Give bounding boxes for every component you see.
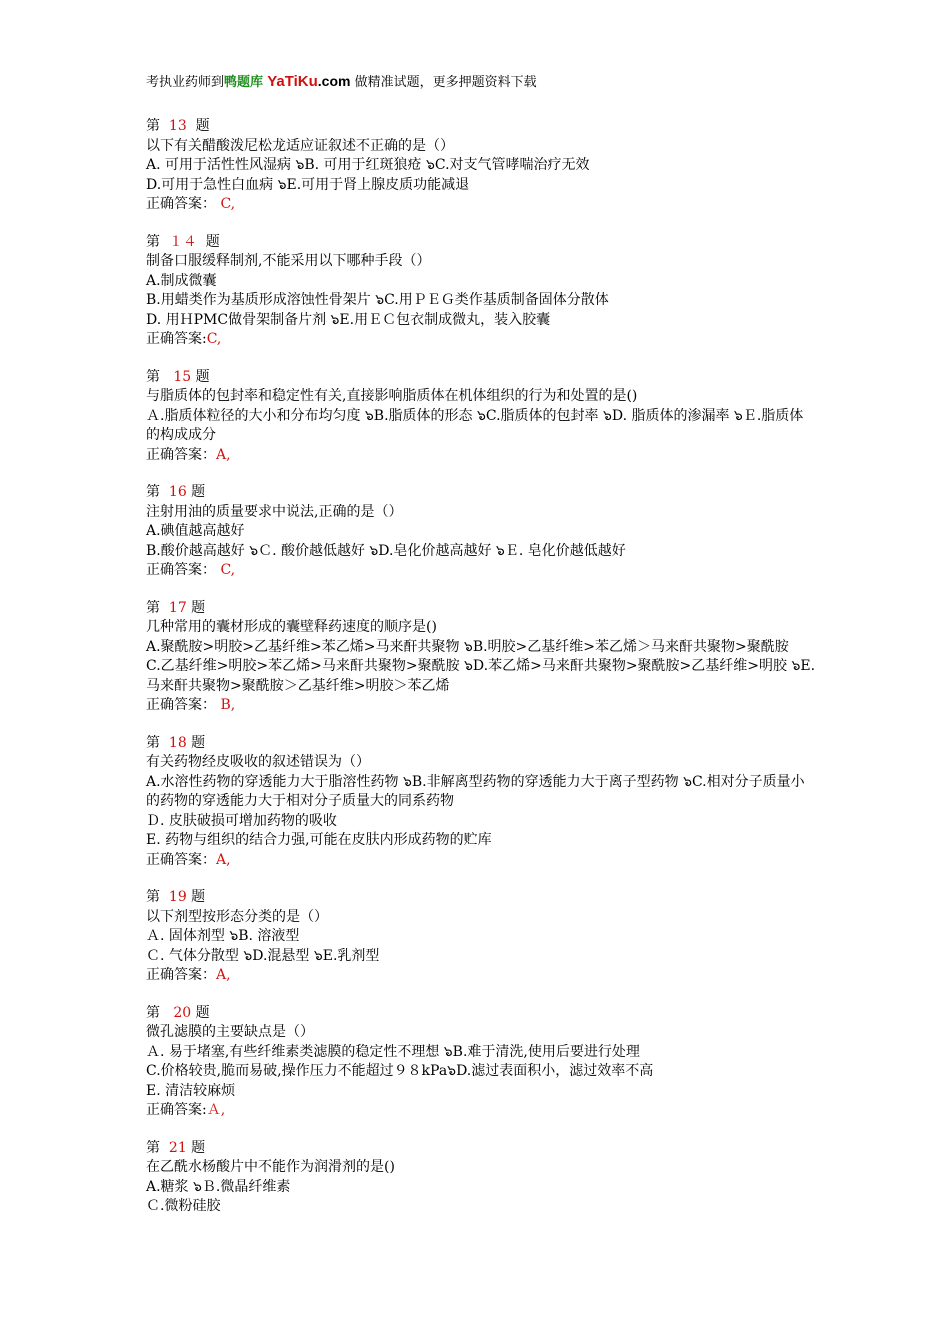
- answer-line: [146, 195, 816, 215]
- answer-value: A,: [216, 851, 231, 868]
- question-option-line: Ａ. 易于堵塞,有些纤维素类滤膜的稳定性不理想 ๖B.难于清洗,使用后要进行处理: [146, 1043, 640, 1060]
- question-block: [146, 888, 816, 986]
- question-stem: 几种常用的囊材形成的囊壁释药速度的顺序是(): [146, 619, 437, 635]
- question-label-pre: 第: [146, 484, 169, 500]
- answer-label: 正确答案：: [146, 697, 216, 713]
- question-number: 16: [168, 484, 187, 500]
- question-label-post: 题: [186, 484, 206, 500]
- header-brand-en[interactable]: YaTiKu: [263, 73, 318, 90]
- answer-label: 正确答案：: [146, 562, 216, 578]
- question-option-line: D. 用ＨPMC做骨架制备片剂 ๖E.用ＥＣ包衣制成微丸，装入胶囊: [146, 311, 551, 328]
- question-title: [146, 233, 816, 253]
- question-option-line: A.水溶性药物的穿透能力大于脂溶性药物 ๖B.非解离型药物的穿透能力大于离子型药物 ๖C.相对分子质量小的药物的穿透能力大于相对分子质量大的同系药物: [146, 773, 805, 809]
- question-title: [146, 1139, 816, 1159]
- answer-line: [146, 1101, 816, 1121]
- answer-value: A,: [216, 446, 231, 463]
- question-title: [146, 734, 816, 754]
- answer-value: Ａ,: [206, 1102, 226, 1118]
- question-block: [146, 117, 816, 215]
- question-stem: 有关药物经皮吸收的叙述错误为（）: [146, 754, 370, 770]
- header-brand-cn[interactable]: 鸭题库: [224, 75, 264, 90]
- question-stem: 微孔滤膜的主要缺点是（）: [146, 1024, 314, 1040]
- answer-line: [146, 561, 816, 581]
- question-block: [146, 483, 816, 581]
- question-title: [146, 1004, 816, 1024]
- question-number: 17: [168, 599, 187, 616]
- question-option-line: D.可用于急性白血病 ๖E.可用于肾上腺皮质功能减退: [146, 176, 470, 193]
- question-number: 21: [168, 1139, 187, 1156]
- header-prefix: 考执业药师到: [146, 75, 225, 90]
- question-option-line: Ｄ. 皮肤破损可增加药物的吸收: [146, 812, 337, 829]
- answer-label: 正确答案：: [146, 196, 216, 212]
- question-option-line: C.价格较贵,脆而易破,操作压力不能超过９８kPa๖D.滤过表面积小，滤过效率不高: [146, 1063, 654, 1079]
- question-block: [146, 233, 816, 350]
- question-label-pre: 第: [146, 1139, 169, 1156]
- question-label-post: 题: [196, 233, 220, 250]
- answer-line: [146, 966, 816, 986]
- question-stem: 以下剂型按形态分类的是（）: [146, 908, 328, 925]
- answer-line: [146, 696, 816, 716]
- question-label-post: 题: [186, 734, 206, 751]
- question-block: [146, 1139, 816, 1217]
- answer-label: 正确答案:: [146, 331, 207, 347]
- question-label-pre: 第: [146, 734, 169, 751]
- question-block: [146, 1004, 816, 1121]
- question-stem: 以下有关醋酸泼尼松龙适应证叙述不正确的是（）: [146, 137, 454, 154]
- question-option-line: A.聚酰胺>明胶>乙基纤维>苯乙烯>马来酐共聚物 ๖B.明胶>乙基纤维>苯乙烯＞马来酐共聚物>聚酰胺: [146, 638, 789, 655]
- question-block: [146, 599, 816, 716]
- answer-line: [146, 851, 816, 871]
- question-label-pre: 第: [146, 118, 169, 134]
- question-option-line: C.乙基纤维>明胶>苯乙烯>马来酐共聚物>聚酰胺 ๖D.苯乙烯>马来酐共聚物>聚酰胺>乙基纤维>明胶 ๖E.马来酐共聚物>聚酰胺＞乙基纤维>明胶＞苯乙烯: [146, 658, 816, 694]
- question-label-post: 题: [186, 889, 206, 905]
- question-option-line: Ｃ. 气体分散型 ๖D.混悬型 ๖E.乳剂型: [146, 947, 380, 964]
- question-label-post: 题: [191, 368, 210, 385]
- question-option-line: Ｃ.微粉硅胶: [146, 1198, 221, 1214]
- page-header: [146, 72, 537, 92]
- answer-label: 正确答案：: [146, 851, 216, 868]
- question-block: [146, 368, 816, 466]
- question-label-post: 题: [186, 118, 210, 134]
- question-option-line: A. 可用于活性性风湿病 ๖B. 可用于红斑狼疮 ๖C.对支气管哮喘治疗无效: [146, 157, 590, 173]
- question-label-pre: 第: [146, 889, 169, 905]
- question-list: [146, 117, 816, 1235]
- question-option-line: Ａ.脂质体粒径的大小和分布均匀度 ๖B.脂质体的形态 ๖C.脂质体的包封率 ๖D. 脂质体的渗漏率 ๖Ｅ.脂质体的构成成分: [146, 407, 804, 443]
- question-stem: 注射用油的质量要求中说法,正确的是（）: [146, 503, 403, 520]
- question-stem: 在乙酰水杨酸片中不能作为润滑剂的是(): [146, 1159, 395, 1175]
- question-number: 19: [168, 889, 187, 905]
- answer-label: 正确答案：: [146, 967, 216, 983]
- question-stem: 与脂质体的包封率和稳定性有关,直接影响脂质体在机体组织的行为和处置的是(): [146, 388, 638, 404]
- question-option-line: A.糖浆 ๖Ｂ.微晶纤维素: [146, 1178, 291, 1195]
- question-option-line: A.制成微囊: [146, 272, 217, 289]
- question-title: [146, 888, 816, 908]
- question-option-line: Ａ. 固体剂型 ๖B. 溶液型: [146, 928, 300, 944]
- question-label-post: 题: [186, 1139, 206, 1156]
- question-number: 15: [173, 368, 192, 385]
- question-title: [146, 368, 816, 388]
- answer-label: 正确答案:: [146, 1102, 207, 1118]
- question-option-line: B.酸价越高越好 ๖Ｃ. 酸价越低越好 ๖D.皂化价越高越好 ๖Ｅ. 皂化价越低越好: [146, 542, 626, 559]
- answer-line: [146, 446, 816, 466]
- question-option-line: B.用蜡类作为基质形成溶蚀性骨架片 ๖C.用ＰＥＧ类作基质制备固体分散体: [146, 292, 609, 308]
- question-label-post: 题: [186, 599, 206, 616]
- question-stem: 制备口服缓释制剂,不能采用以下哪种手段（）: [146, 253, 431, 269]
- question-label-pre: 第: [146, 368, 174, 385]
- header-brand-com[interactable]: .com: [317, 73, 351, 89]
- question-label-pre: 第: [146, 1004, 174, 1021]
- question-option-line: A.碘值越高越好: [146, 523, 245, 539]
- question-number: 18: [168, 734, 187, 751]
- question-option-line: E. 药物与组织的结合力强,可能在皮肤内形成药物的贮库: [146, 832, 492, 848]
- question-option-line: E. 清洁较麻烦: [146, 1082, 236, 1099]
- question-title: [146, 483, 816, 503]
- question-title: [146, 599, 816, 619]
- question-number: １４: [168, 233, 197, 250]
- question-title: [146, 117, 816, 137]
- answer-label: 正确答案：: [146, 446, 216, 463]
- answer-value: C,: [216, 196, 236, 212]
- answer-line: [146, 330, 816, 350]
- answer-value: A,: [216, 967, 231, 983]
- question-number: 20: [173, 1004, 192, 1021]
- question-block: [146, 734, 816, 871]
- question-label-pre: 第: [146, 233, 169, 250]
- header-suffix: 做精准试题，更多押题资料下载: [350, 75, 537, 90]
- question-number: 13: [168, 118, 187, 134]
- answer-value: B,: [216, 697, 236, 713]
- answer-value: C,: [216, 562, 236, 578]
- question-label-post: 题: [191, 1004, 210, 1021]
- answer-value: C,: [206, 331, 222, 347]
- question-label-pre: 第: [146, 599, 169, 616]
